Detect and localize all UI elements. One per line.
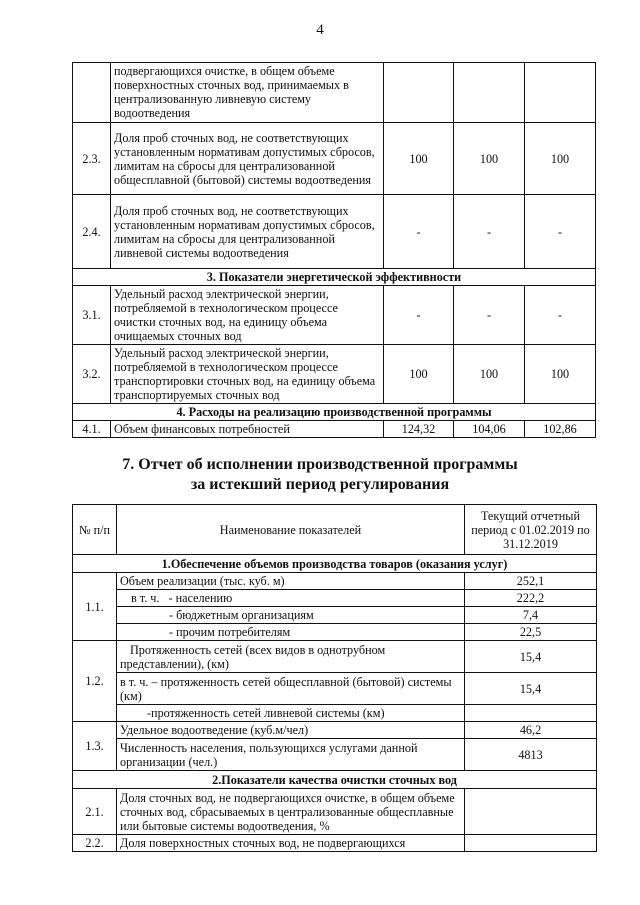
table-row	[73, 63, 596, 123]
value-cell: -	[454, 286, 525, 345]
row-number: 1.1.	[73, 573, 117, 641]
header-num: № п/п	[73, 505, 117, 555]
table-row	[73, 673, 597, 705]
row-name: Доля проб сточных вод, не соответствующих установленным нормативам допустимых сбросов, лимитам на сбросы для централизованной ливневой системы водоотведения	[111, 195, 384, 269]
section-title: 3. Показатели энергетической эффективности	[73, 269, 596, 286]
row-name: Доля проб сточных вод, не соответствующих установленным нормативам допустимых сбросов, лимитам на сбросы для централизованной общесплавной (бытовой) системы водоотведения	[111, 123, 384, 195]
value-cell: 100	[384, 123, 454, 195]
section-title: 4. Расходы на реализацию производственной программы	[73, 404, 596, 421]
table-row	[73, 789, 597, 835]
row-name: - бюджетным организациям	[117, 607, 465, 624]
value-cell: 4813	[465, 739, 597, 771]
row-name: Объем реализации (тыс. куб. м)	[117, 573, 465, 590]
page-number: 4	[316, 22, 324, 38]
value-cell: 15,4	[465, 641, 597, 673]
value-cell: 104,06	[454, 421, 525, 438]
value-cell	[465, 835, 597, 852]
value-cell	[465, 705, 597, 722]
row-number: 3.2.	[73, 345, 111, 404]
report-table	[72, 504, 597, 852]
value-cell	[465, 789, 597, 835]
value-cell: -	[454, 195, 525, 269]
value-cell: -	[525, 195, 596, 269]
row-number: 2.1.	[73, 789, 117, 835]
value-cell: 100	[525, 123, 596, 195]
table-row	[73, 705, 597, 722]
heading-line-1: 7. Отчет об исполнении производственной программы	[122, 456, 518, 473]
header-name: Наименование показателей	[117, 505, 465, 555]
table-row	[73, 641, 597, 673]
value-cell: 22,5	[465, 624, 597, 641]
table-row	[73, 345, 596, 404]
table-row	[73, 573, 597, 590]
value-cell: 100	[525, 345, 596, 404]
table-row	[73, 739, 597, 771]
row-number: 1.3.	[73, 722, 117, 771]
section-row	[73, 771, 597, 789]
table-header-row	[73, 505, 597, 555]
value-cell: 100	[454, 123, 525, 195]
row-number: 2.2.	[73, 835, 117, 852]
section-heading	[0, 455, 640, 495]
value-cell: 100	[454, 345, 525, 404]
row-name: Удельный расход электрической энергии, потребляемой в технологическом процессе транспортировки сточных вод, на единицу объема транспортируемых сточных вод	[111, 345, 384, 404]
value-cell: 124,32	[384, 421, 454, 438]
row-name: в т. ч. – протяженность сетей общесплавной (бытовой) системы (км)	[117, 673, 465, 705]
value-cell: -	[525, 286, 596, 345]
row-number: 2.4.	[73, 195, 111, 269]
indicators-table-continued	[72, 62, 596, 438]
row-name: Доля поверхностных сточных вод, не подвергающихся	[117, 835, 465, 852]
table-row	[73, 195, 596, 269]
row-name: Объем финансовых потребностей	[111, 421, 384, 438]
table-row	[73, 722, 597, 739]
section-row	[73, 555, 597, 573]
table-row	[73, 123, 596, 195]
row-number: 3.1.	[73, 286, 111, 345]
row-subname: - населению	[168, 591, 233, 605]
row-name: - прочим потребителям	[117, 624, 465, 641]
row-number: 1.2.	[73, 641, 117, 722]
row-name: Протяженность сетей (всех видов в однотрубном представлении), (км)	[117, 641, 465, 673]
row-name: Удельное водоотведение (куб.м/чел)	[117, 722, 465, 739]
value-cell: 100	[384, 345, 454, 404]
value-cell: 102,86	[525, 421, 596, 438]
row-name: подвергающихся очистке, в общем объеме поверхностных сточных вод, принимаемых в централизованную ливневую систему водоотведения	[111, 63, 384, 123]
section-row	[73, 269, 596, 286]
header-period: Текущий отчетный период с 01.02.2019 по 31.12.2019	[465, 505, 597, 555]
row-number: 2.3.	[73, 123, 111, 195]
row-name: Доля сточных вод, не подвергающихся очистке, в общем объеме сточных вод, сбрасываемых в централизованные общесплавные или бытовые системы водоотведения, %	[117, 789, 465, 835]
table-row	[73, 835, 597, 852]
row-name: -протяженность сетей ливневой системы (км)	[117, 705, 465, 722]
value-cell: 252,1	[465, 573, 597, 590]
table-row	[73, 421, 596, 438]
section-row	[73, 404, 596, 421]
value-cell: 7,4	[465, 607, 597, 624]
section-title: 1.Обеспечение объемов производства товаров (оказания услуг)	[73, 555, 597, 573]
table-row	[73, 607, 597, 624]
heading-line-2: за истекший период регулирования	[190, 476, 450, 493]
value-cell: 222,2	[465, 590, 597, 607]
table-row	[73, 590, 597, 607]
row-name: Численность населения, пользующихся услугами данной организации (чел.)	[117, 739, 465, 771]
row-prefix: в т. ч.	[131, 591, 160, 605]
row-name	[117, 590, 465, 607]
row-number: 4.1.	[73, 421, 111, 438]
value-cell: -	[384, 195, 454, 269]
table-row	[73, 286, 596, 345]
row-name: Удельный расход электрической энергии, потребляемой в технологическом процессе очистки сточных вод, на единицу объема очищаемых сточных вод	[111, 286, 384, 345]
section-title: 2.Показатели качества очистки сточных вод	[73, 771, 597, 789]
value-cell: -	[384, 286, 454, 345]
value-cell: 46,2	[465, 722, 597, 739]
table-row	[73, 624, 597, 641]
value-cell: 15,4	[465, 673, 597, 705]
